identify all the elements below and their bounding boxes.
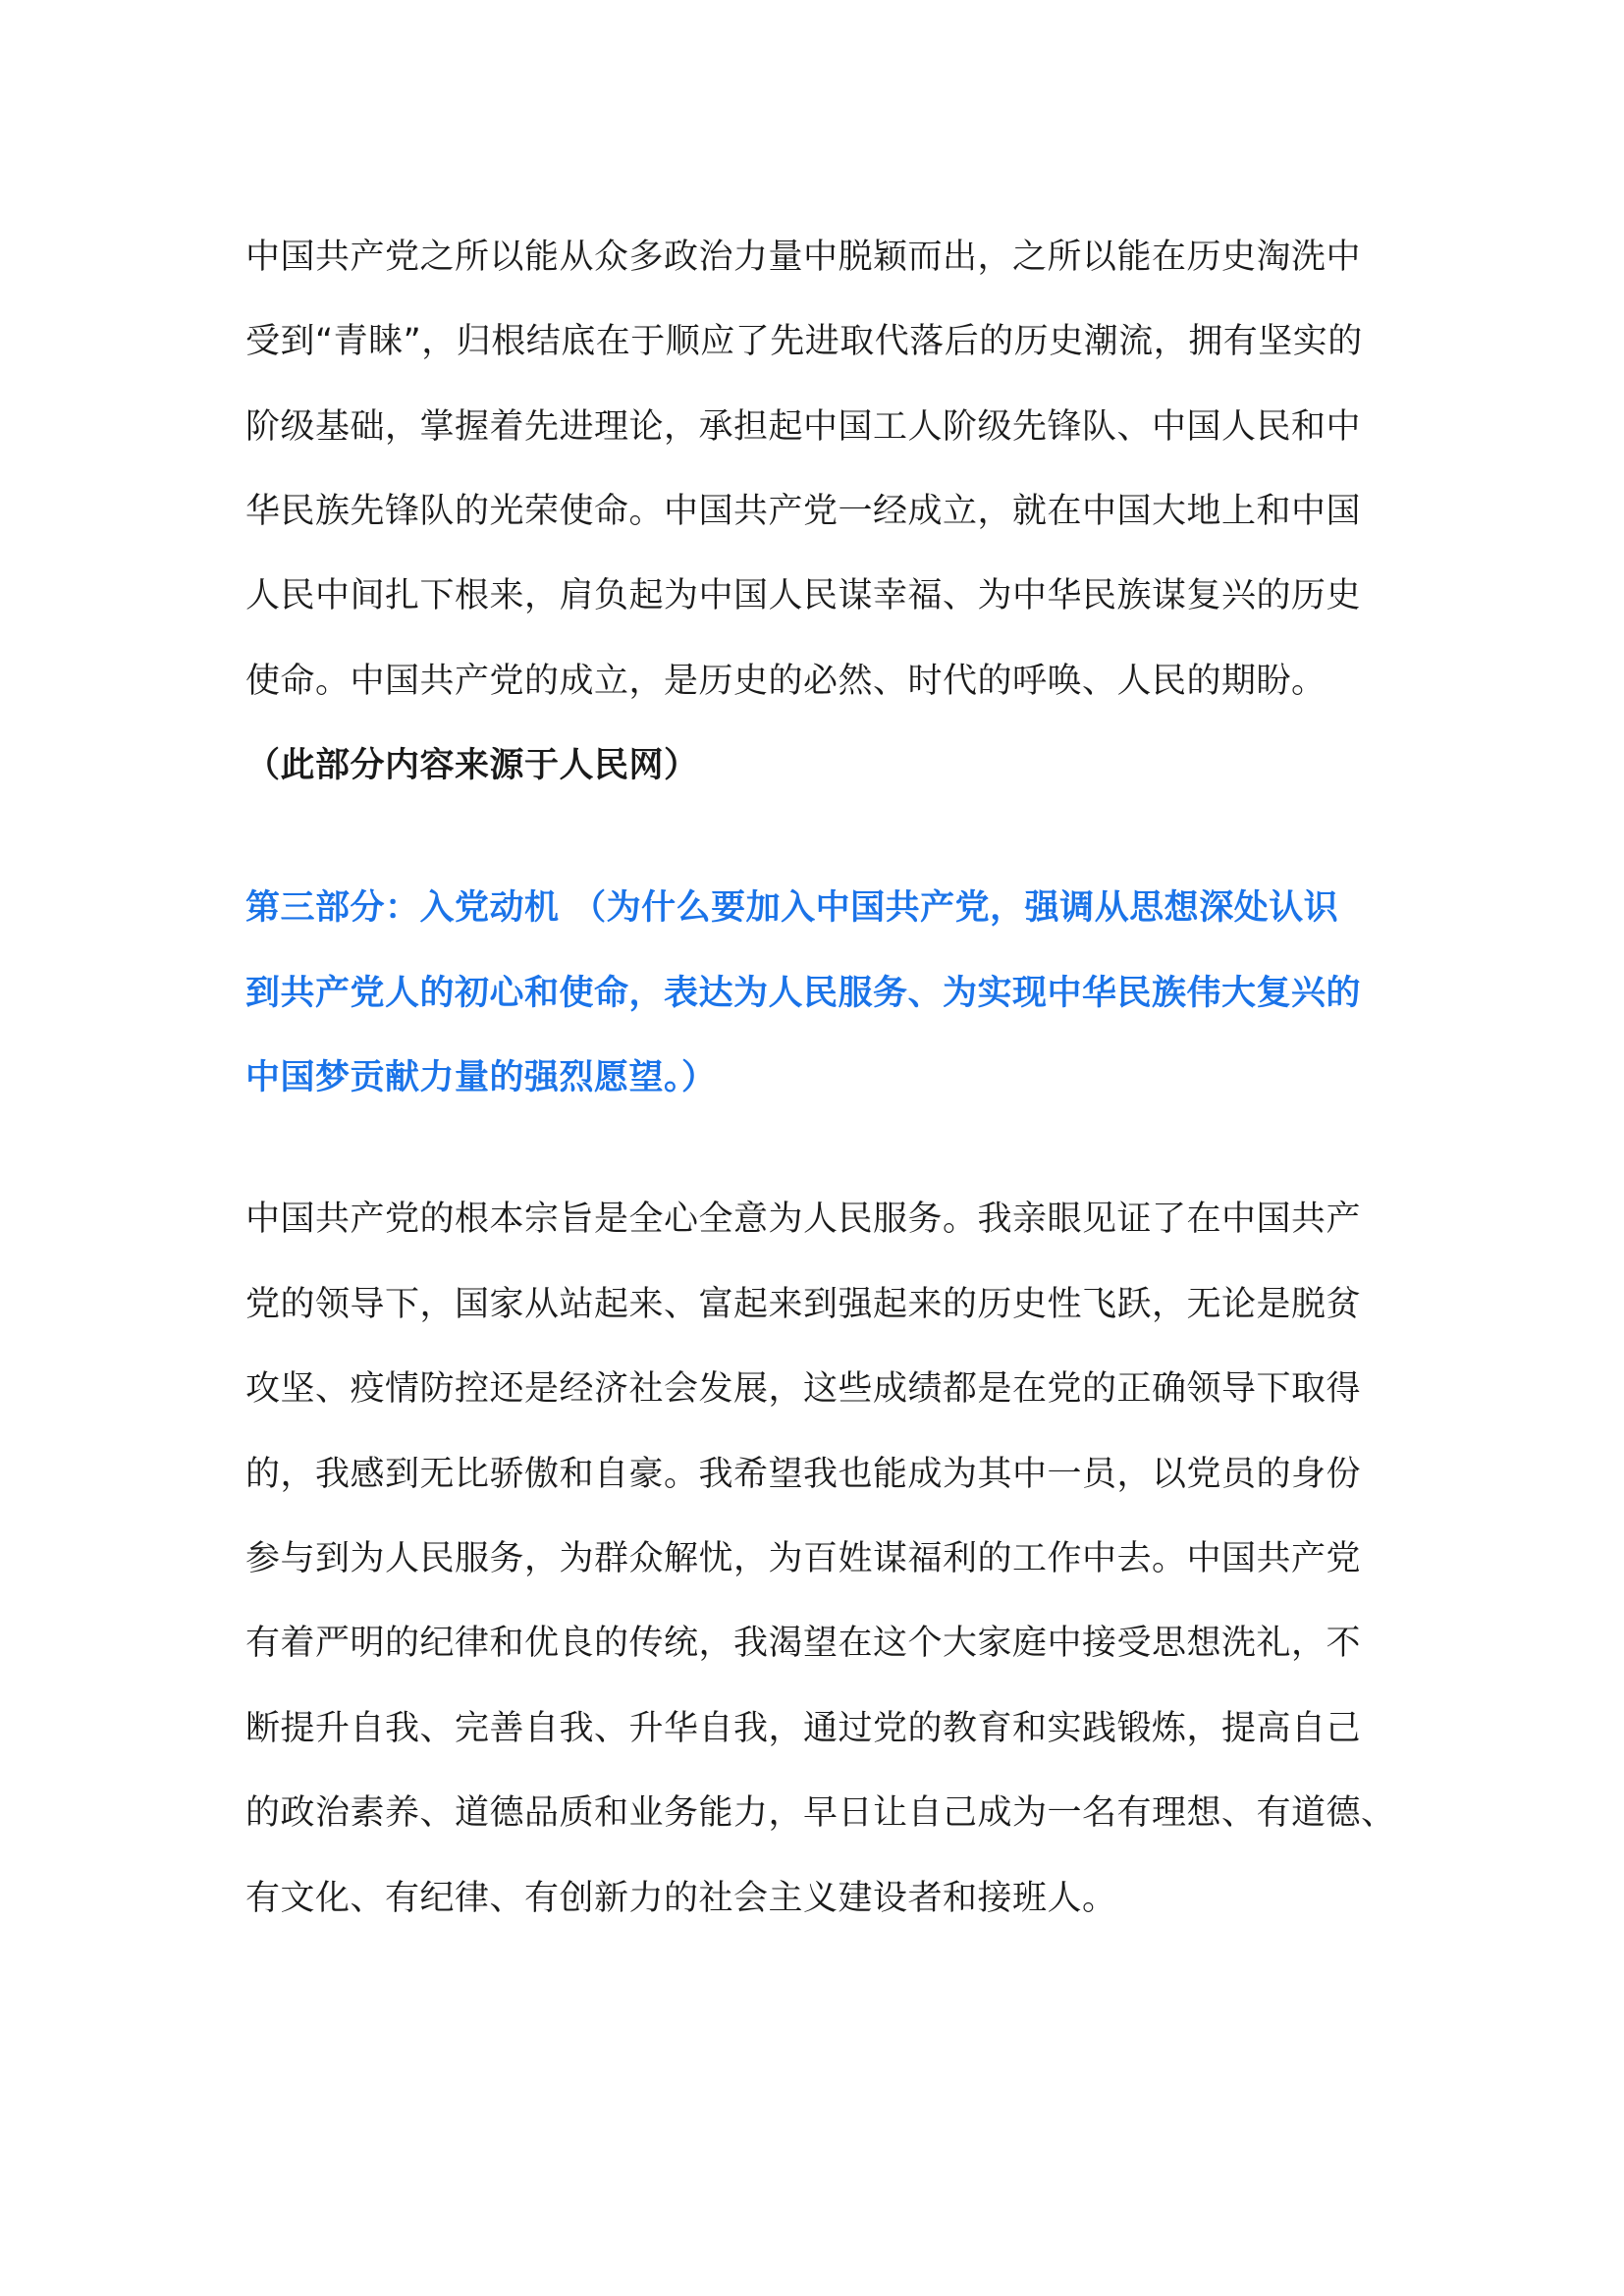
paragraph-line: 受到“青睐”，归根结底在于顺应了先进取代落后的历史潮流，拥有坚实的 [245,322,1363,361]
paragraph-line: 攻坚、疫情防控还是经济社会发展，这些成绩都是在党的正确领导下取得 [245,1369,1362,1409]
paragraph-line: 使命。中国共产党的成立，是历史的必然、时代的呼唤、人民的期盼。 [245,662,1326,701]
paragraph-line: 中国共产党之所以能从众多政治力量中脱颖而出，之所以能在历史淘洗中 [245,238,1362,277]
paragraph-line: 有着严明的纪律和优良的传统，我渴望在这个大家庭中接受思想洗礼，不 [245,1624,1362,1663]
paragraph-line: 有文化、有纪律、有创新力的社会主义建设者和接班人。 [245,1879,1117,1918]
paragraph-line: 参与到为人民服务，为群众解忧，为百姓谋福利的工作中去。中国共产党 [245,1539,1362,1578]
paragraph-line: 党的领导下，国家从站起来、富起来到强起来的历史性飞跃，无论是脱贫 [245,1285,1362,1324]
source-note: （此部分内容来源于人民网） [245,746,699,785]
paragraph-line: 阶级基础，掌握着先进理论，承担起中国工人阶级先锋队、中国人民和中 [245,407,1362,447]
paragraph-line: 华民族先锋队的光荣使命。中国共产党一经成立，就在中国大地上和中国 [245,492,1362,531]
paragraph-line: 断提升自我、完善自我、升华自我，通过党的教育和实践锻炼，提高自己 [245,1709,1362,1748]
paragraph-line: 的，我感到无比骄傲和自豪。我希望我也能成为其中一员，以党员的身份 [245,1455,1362,1494]
paragraph-line: 人民中间扎下根来，肩负起为中国人民谋幸福、为中华民族谋复兴的历史 [245,576,1362,615]
paragraph-line: 中国共产党的根本宗旨是全心全意为人民服务。我亲眼见证了在中国共产 [245,1200,1362,1239]
section-heading-line: 到共产党人的初心和使命，表达为人民服务、为实现中华民族伟大复兴的 [245,974,1362,1013]
section-heading-line: 中国梦贡献力量的强烈愿望。） [245,1058,717,1097]
section-heading-line: 第三部分：入党动机 （为什么要加入中国共产党，强调从思想深处认识 [245,888,1339,928]
paragraph-line: 的政治素养、道德品质和业务能力，早日让自己成为一名有理想、有道德、 [245,1793,1396,1833]
